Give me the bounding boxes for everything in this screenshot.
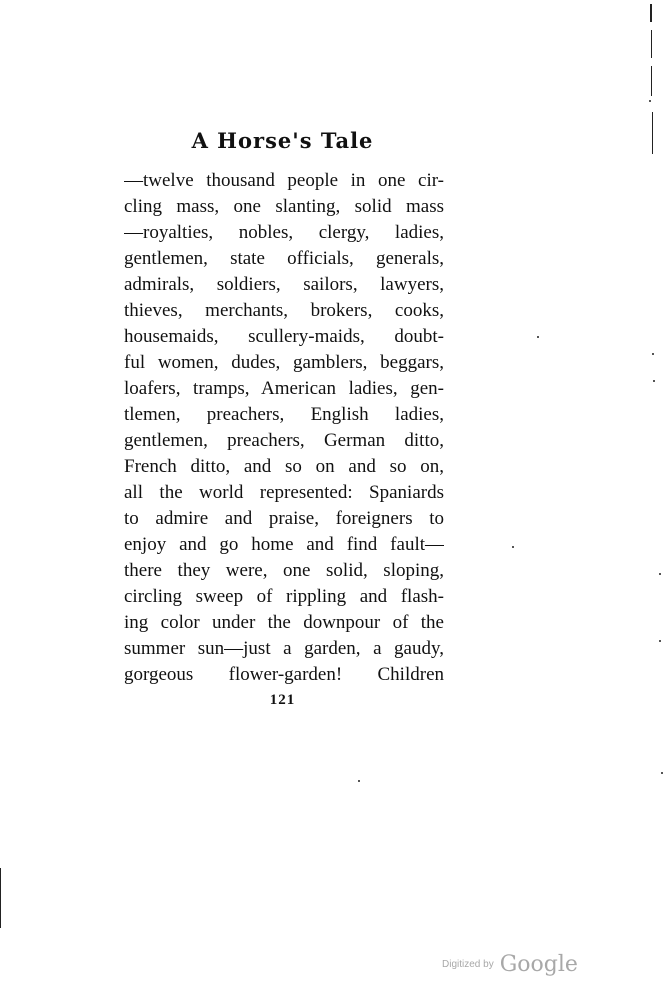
scan-speck	[358, 780, 360, 782]
page-number: 121	[269, 692, 296, 708]
scan-speck	[652, 353, 654, 355]
text-line: all the world represented: Spaniards	[124, 482, 444, 503]
scan-speck	[661, 772, 663, 774]
scan-speck	[649, 100, 651, 102]
digitized-watermark	[442, 952, 578, 977]
text-line: ing color under the downpour of the	[124, 612, 444, 633]
text-line: cling mass, one slanting, solid mass	[124, 196, 444, 217]
watermark-prefix: Digitized by	[442, 959, 494, 970]
scan-edge-mark	[0, 868, 1, 928]
scan-speck	[659, 640, 661, 642]
body-text	[124, 168, 444, 688]
scan-edge-mark	[651, 66, 652, 96]
text-line: loafers, tramps, American ladies, gen-	[124, 378, 444, 399]
text-line: thieves, merchants, brokers, cooks,	[124, 300, 444, 321]
scan-edge-mark	[652, 112, 653, 154]
scan-speck	[653, 380, 655, 382]
scan-speck	[512, 546, 514, 548]
text-line: gentlemen, preachers, German ditto,	[124, 430, 444, 451]
text-line: French ditto, and so on and so on,	[124, 456, 444, 477]
scan-edge-mark	[650, 4, 652, 22]
text-line: tlemen, preachers, English ladies,	[124, 404, 444, 425]
text-line: summer sun—just a garden, a gaudy,	[124, 638, 444, 659]
text-line: to admire and praise, foreigners to	[124, 508, 444, 529]
text-line: there they were, one solid, sloping,	[124, 560, 444, 581]
text-line: ful women, dudes, gamblers, beggars,	[124, 352, 444, 373]
scan-edge-mark	[651, 30, 652, 58]
text-line: admirals, soldiers, sailors, lawyers,	[124, 274, 444, 295]
text-line: circling sweep of rippling and flash-	[124, 586, 444, 607]
text-line: —royalties, nobles, clergy, ladies,	[124, 222, 444, 243]
scan-speck	[659, 573, 661, 575]
page-title: A Horse's Tale	[191, 128, 374, 153]
text-line: —twelve thousand people in one cir-	[124, 170, 444, 191]
text-line: enjoy and go home and find fault—	[124, 534, 444, 555]
text-line: gentlemen, state officials, generals,	[124, 248, 444, 269]
google-logo: Google	[499, 952, 578, 977]
scan-speck	[537, 336, 539, 338]
text-line: housemaids, scullery-maids, doubt-	[124, 326, 444, 347]
text-line: gorgeous flower-garden! Children	[124, 664, 444, 685]
